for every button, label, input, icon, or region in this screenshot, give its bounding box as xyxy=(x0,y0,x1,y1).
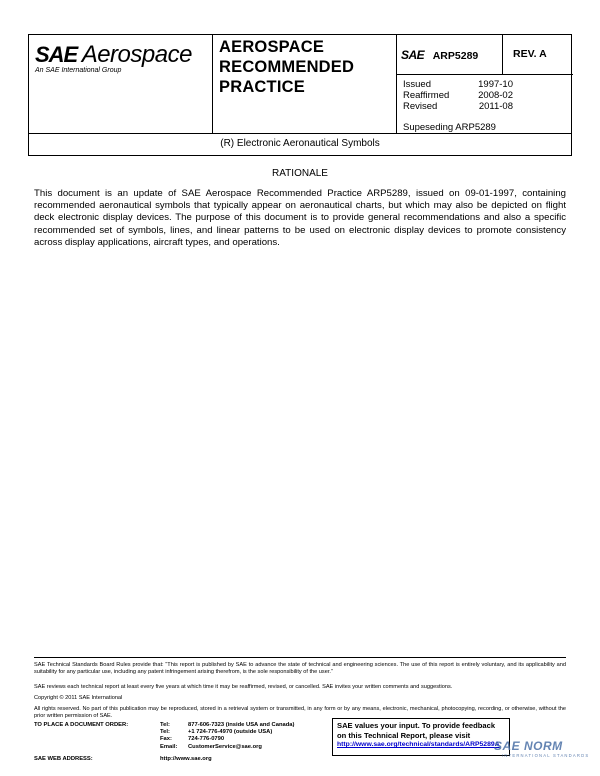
web-address-link[interactable]: http://www.sae.org xyxy=(160,756,212,762)
contact-value: +1 724-776-4970 (outside USA) xyxy=(188,729,273,736)
feedback-link[interactable]: http://www.sae.org/technical/standards/ARP5289A xyxy=(337,741,500,749)
title-line: PRACTICE xyxy=(219,78,305,96)
doc-number-cell xyxy=(397,35,503,75)
date-label: Issued xyxy=(403,79,431,90)
sae-aerospace-logo xyxy=(35,41,192,74)
logo-cell xyxy=(29,35,213,133)
contact-type: Tel: xyxy=(160,722,170,728)
logo-name: Aerospace xyxy=(81,41,192,68)
title-cell xyxy=(213,35,397,133)
dates-cell xyxy=(397,75,573,135)
rationale-heading: RATIONALE xyxy=(272,168,328,179)
date-value: 2011-08 xyxy=(478,101,513,112)
revision-label: REV. A xyxy=(513,48,547,60)
date-value: 2008-02 xyxy=(478,90,513,101)
footer-copyright: Copyright © 2011 SAE International xyxy=(34,695,123,701)
contact-row xyxy=(34,729,358,736)
document-type-title xyxy=(219,37,354,97)
feedback-line: on this Technical Report, please visit xyxy=(337,730,471,740)
sae-norm-watermark xyxy=(494,739,589,758)
contact-row xyxy=(34,736,358,743)
doc-number: ARP5289 xyxy=(432,50,479,62)
contact-value: 724-776-0790 xyxy=(188,736,225,743)
date-label: Reaffirmed xyxy=(403,90,450,101)
logo-tagline: An SAE International Group xyxy=(35,67,122,74)
contact-row xyxy=(34,744,358,751)
contact-type: Tel: xyxy=(160,729,170,736)
contact-type: Fax: xyxy=(160,736,172,743)
watermark-sub: INTERNATIONAL STANDARDS xyxy=(502,753,590,758)
footer-divider xyxy=(34,657,566,658)
contact-row xyxy=(34,722,358,729)
feedback-line: SAE values your input. To provide feedback xyxy=(337,721,496,730)
logo-brand: SAE xyxy=(35,42,78,67)
contact-value: CustomerService@sae.org xyxy=(188,743,262,750)
rationale-body: This document is an update of SAE Aerospace Recommended Practice ARP5289, issued on 09-01-1997, containing recommended aeronautical symbols that typically appear on aeronautical charts, but which may also be depicted on flight deck electronic display devices. The purpose of this document is to provide general recommendations and also a specific recommended set of symbols, lines, and linear patterns to be used on electronic display devices to promote consistency across display applications, aircraft types, and operations. xyxy=(34,188,566,248)
watermark-main: SAE NORM xyxy=(494,739,563,753)
footer-rules-text: SAE Technical Standards Board Rules provide that: “This report is published by SAE to advance the state of technical and engineering sciences. The use of this report is entirely voluntary, and its applicability and suitability for any particular use, including any patent infringement arising therefrom, is the sole responsibility of the user.” xyxy=(34,662,566,675)
supersedes-note: Supeseding ARP5289 xyxy=(403,122,496,133)
title-line: AEROSPACE xyxy=(219,38,325,56)
dates-table xyxy=(403,79,513,112)
footer-rights-text: All rights reserved. No part of this publication may be reproduced, stored in a retrieval system or transmitted, in any form or by any means, electronic, mechanical, photocopying, recording, or otherwise, without the prior written permission of SAE. xyxy=(34,706,566,719)
order-contacts xyxy=(34,722,358,751)
feedback-box xyxy=(332,718,510,756)
date-row-issued xyxy=(403,79,513,90)
web-address-row xyxy=(34,756,212,762)
header-table xyxy=(28,34,572,134)
contact-type: Email: xyxy=(160,743,178,750)
document-subject: (R) Electronic Aeronautical Symbols xyxy=(28,134,572,156)
date-label: Revised xyxy=(403,101,438,112)
date-row-revised xyxy=(403,101,513,112)
title-line: RECOMMENDED xyxy=(219,58,355,76)
date-value: 1997-10 xyxy=(478,79,513,90)
order-label: TO PLACE A DOCUMENT ORDER: xyxy=(34,722,129,728)
revision-cell xyxy=(503,35,573,75)
doc-brand-logo: SAE xyxy=(401,48,425,62)
web-label: SAE WEB ADDRESS: xyxy=(34,756,93,762)
footer-review-text: SAE reviews each technical report at least every five years at which time it may be reaffirmed, revised, or cancelled. SAE invites your written comments and suggestions. xyxy=(34,684,453,690)
date-row-reaffirmed xyxy=(403,90,513,101)
contact-value: 877-606-7323 (inside USA and Canada) xyxy=(188,722,295,728)
